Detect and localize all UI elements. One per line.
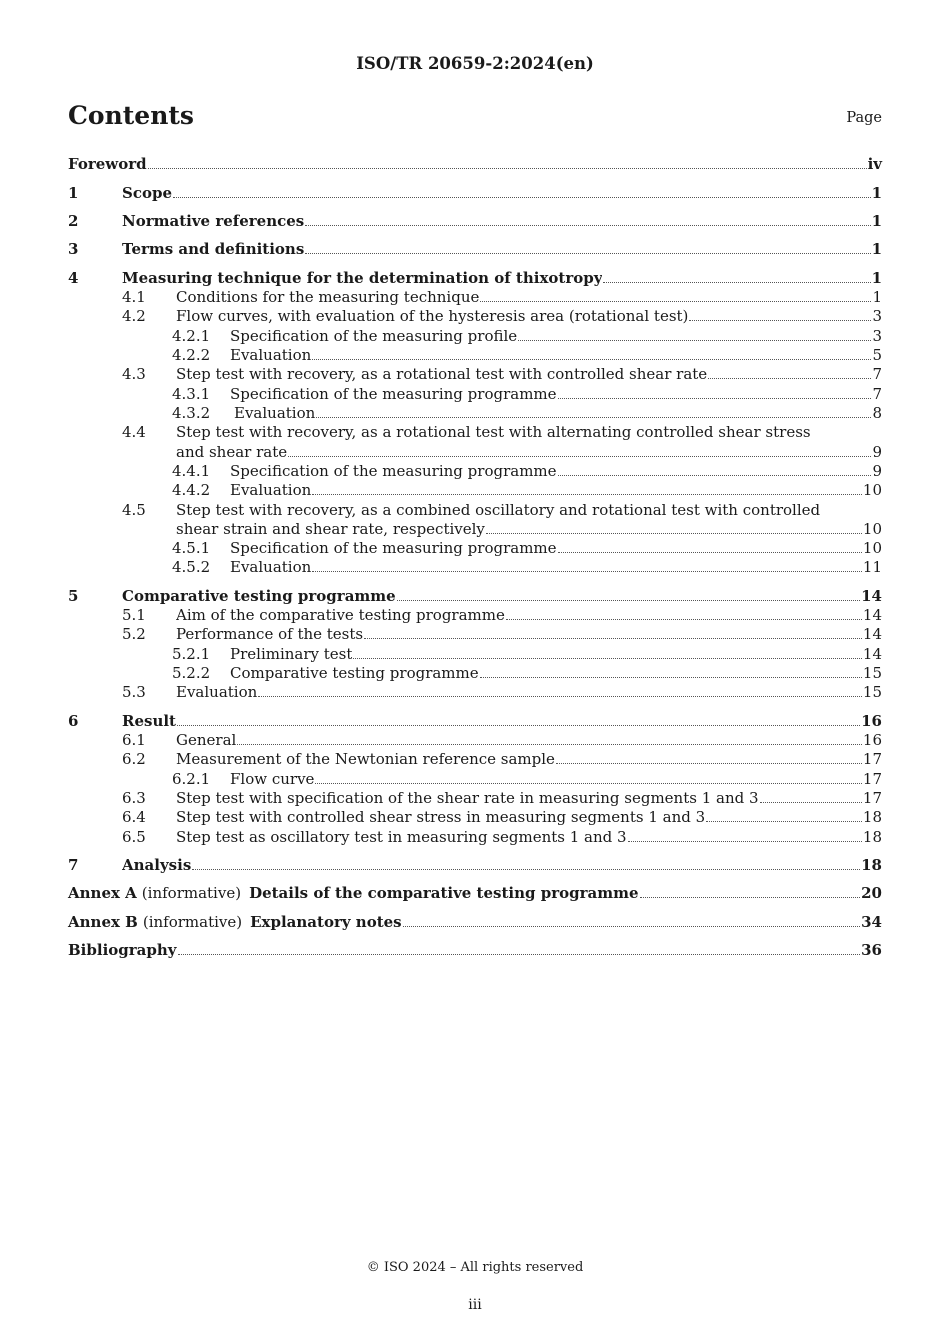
dot-leader (316, 416, 871, 418)
toc-title: Specification of the measuring programme (230, 462, 557, 480)
toc-entry-2[interactable] (68, 212, 882, 231)
toc-number: 4.3 (122, 365, 146, 383)
toc-page: 14 (862, 645, 882, 663)
toc-entry-5-3[interactable] (122, 683, 882, 702)
toc-page: 18 (861, 856, 882, 874)
toc-title: Foreword (68, 155, 147, 173)
toc-entry-1[interactable] (68, 184, 882, 203)
toc-page: 15 (862, 664, 882, 682)
toc-page: 16 (861, 712, 882, 730)
toc-page: 9 (872, 443, 882, 461)
toc-entry-7[interactable] (68, 856, 882, 875)
toc-title: Measuring technique for the determination of thixotropy (122, 269, 603, 287)
toc-title: Aim of the comparative testing programme (176, 606, 505, 624)
toc-page: 15 (862, 683, 882, 701)
toc-page: 17 (862, 789, 882, 807)
dot-leader (177, 724, 860, 726)
toc-title: General (176, 731, 237, 749)
dot-leader (258, 695, 862, 697)
dot-leader (760, 801, 862, 803)
toc-title: Details of the comparative testing programme (249, 884, 639, 902)
dot-leader (192, 868, 860, 870)
dot-leader (603, 281, 870, 283)
toc-number: 2 (68, 212, 79, 230)
dot-leader (353, 657, 862, 659)
toc-page: 18 (862, 808, 882, 826)
toc-page: 1 (872, 288, 882, 306)
toc-page: 3 (872, 327, 882, 345)
dot-leader (148, 167, 867, 169)
toc-number: 6.1 (122, 731, 146, 749)
contents-heading: Contents (68, 101, 195, 130)
toc-page: 17 (862, 770, 882, 788)
toc-page: 34 (861, 913, 882, 931)
toc-title: Step test as oscillatory test in measuring segments 1 and 3 (176, 828, 627, 846)
annex-kind: (informative) (141, 884, 242, 902)
toc-entry-annex-b[interactable] (68, 913, 882, 932)
toc-number: 5.2 (122, 625, 146, 643)
toc-title: Evaluation (234, 404, 316, 422)
toc-title: Conditions for the measuring technique (176, 288, 480, 306)
dot-leader (486, 532, 862, 534)
toc-number: 5.1 (122, 606, 146, 624)
toc-title: Evaluation (230, 558, 312, 576)
toc-number: 5 (68, 587, 79, 605)
toc-page: 1 (871, 212, 882, 230)
toc-title: Step test with recovery, as a rotational test with alternating controlled shear stress (176, 423, 811, 441)
dot-leader (480, 676, 862, 678)
toc-page: 11 (862, 558, 882, 576)
toc-entry-4-5-continued[interactable] (176, 520, 882, 539)
toc-entry-4-3-1[interactable] (172, 385, 882, 404)
toc-title: Flow curves, with evaluation of the hysteresis area (rotational test) (176, 307, 689, 325)
toc-entry-6-2[interactable] (122, 750, 882, 769)
toc-number: 7 (68, 856, 79, 874)
dot-leader (689, 319, 871, 321)
toc-number: 4.2.1 (172, 327, 211, 345)
toc-number: 4.5 (122, 501, 146, 519)
toc-number: 6.2.1 (172, 770, 211, 788)
page-number: iii (468, 1297, 482, 1313)
dot-leader (178, 953, 861, 955)
toc-title: Explanatory notes (250, 913, 402, 931)
toc-number: 6.3 (122, 789, 146, 807)
toc-entry-5-2[interactable] (122, 625, 882, 644)
toc-entry-6[interactable] (68, 712, 882, 731)
toc-title: Step test with controlled shear stress in measuring segments 1 and 3 (176, 808, 706, 826)
toc-title: Specification of the measuring programme (230, 385, 557, 403)
toc-page: 1 (871, 240, 882, 258)
toc-title: Comparative testing programme (230, 664, 479, 682)
toc-title: Specification of the measuring profile (230, 327, 518, 345)
toc-number: 4.4.1 (172, 462, 211, 480)
toc-title: Performance of the tests (176, 625, 364, 643)
toc-title: Preliminary test (230, 645, 353, 663)
toc-entry-4-3-2[interactable] (172, 404, 882, 423)
toc-title: Analysis (122, 856, 192, 874)
dot-leader (558, 397, 872, 399)
toc-page: 17 (862, 750, 882, 768)
toc-page: 3 (872, 307, 882, 325)
toc-title: Step test with specification of the shear rate in measuring segments 1 and 3 (176, 789, 759, 807)
dot-leader (708, 377, 871, 379)
dot-leader (312, 570, 862, 572)
dot-leader (558, 474, 872, 476)
dot-leader (403, 925, 861, 927)
toc-title: and shear rate (176, 443, 288, 461)
dot-leader (315, 782, 861, 784)
toc-number: 4.2.2 (172, 346, 211, 364)
toc-page: 10 (862, 539, 882, 557)
toc-number: 4.4 (122, 423, 146, 441)
dot-leader (480, 300, 871, 302)
dot-leader (305, 224, 870, 226)
toc-entry-4-4-2[interactable] (172, 481, 882, 500)
toc-number: 5.2.1 (172, 645, 211, 663)
dot-leader (556, 762, 862, 764)
toc-entry-4-2[interactable] (122, 307, 882, 326)
toc-page: 5 (872, 346, 882, 364)
toc-title: Evaluation (230, 346, 312, 364)
toc-page: 14 (861, 587, 882, 605)
toc-number: 1 (68, 184, 79, 202)
toc-number: 6.2 (122, 750, 146, 768)
document-id: ISO/TR 20659-2:2024(en) (356, 54, 594, 73)
toc-entry-6-2-1[interactable] (172, 770, 882, 789)
dot-leader (628, 840, 862, 842)
dot-leader (312, 493, 862, 495)
toc-number: 4.3.1 (172, 385, 211, 403)
toc-entry-6-1[interactable] (122, 731, 882, 750)
toc-title: shear strain and shear rate, respectively (176, 520, 485, 538)
toc-page: 7 (872, 365, 882, 383)
toc-entry-bibliography[interactable] (68, 941, 882, 960)
toc-number: 5.3 (122, 683, 146, 701)
toc-title: Terms and definitions (122, 240, 305, 258)
toc-page: 7 (872, 385, 882, 403)
toc-number: 4.5.1 (172, 539, 211, 557)
toc-entry-4-2-2[interactable] (172, 346, 882, 365)
toc-title: Comparative testing programme (122, 587, 396, 605)
page-column-label: Page (846, 110, 882, 126)
dot-leader (506, 618, 862, 620)
toc-entry-4-5[interactable] (122, 501, 882, 520)
toc-entry-annex-a[interactable] (68, 884, 882, 903)
toc-number: 3 (68, 240, 79, 258)
toc-entry-4-1[interactable] (122, 288, 882, 307)
dot-leader (518, 339, 871, 341)
toc-page: 10 (862, 520, 882, 538)
toc-title: Bibliography (68, 941, 177, 959)
toc-entry-5-2-2[interactable] (172, 664, 882, 683)
toc-entry-4-5-2[interactable] (172, 558, 882, 577)
toc-title: Flow curve (230, 770, 315, 788)
toc-page: 10 (862, 481, 882, 499)
toc-page: iv (867, 155, 882, 173)
dot-leader (173, 196, 871, 198)
toc-title: Step test with recovery, as a combined oscillatory and rotational test with controlled (176, 501, 821, 519)
toc-entry-4-4-1[interactable] (172, 462, 882, 481)
dot-leader (237, 743, 862, 745)
toc-page: 14 (862, 625, 882, 643)
toc-title: Normative references (122, 212, 305, 230)
dot-leader (305, 252, 870, 254)
toc-title: Result (122, 712, 176, 730)
toc-title: Specification of the measuring programme (230, 539, 557, 557)
toc-entry-6-3[interactable] (122, 789, 882, 808)
toc-entry-foreword[interactable] (68, 155, 882, 174)
dot-leader (364, 637, 862, 639)
toc-title: Evaluation (176, 683, 258, 701)
toc-entry-4-2-1[interactable] (172, 327, 882, 346)
toc-number: 6 (68, 712, 79, 730)
toc-entry-4-3[interactable] (122, 365, 882, 384)
annex-kind: (informative) (142, 913, 243, 931)
toc-entry-6-5[interactable] (122, 828, 882, 847)
toc-entry-5-2-1[interactable] (172, 645, 882, 664)
dot-leader (312, 358, 871, 360)
toc-number: 6.5 (122, 828, 146, 846)
toc-page: 9 (872, 462, 882, 480)
toc-title: Step test with recovery, as a rotational test with controlled shear rate (176, 365, 708, 383)
toc-entry-6-4[interactable] (122, 808, 882, 827)
toc-entry-5-1[interactable] (122, 606, 882, 625)
toc-number: 4.1 (122, 288, 146, 306)
toc-entry-4-5-1[interactable] (172, 539, 882, 558)
toc-page: 8 (872, 404, 882, 422)
toc-number: 4.2 (122, 307, 146, 325)
toc-title: Scope (122, 184, 173, 202)
annex-label: Annex A (68, 884, 137, 902)
toc-page: 1 (871, 184, 882, 202)
toc-entry-4[interactable] (68, 269, 882, 288)
toc-page: 16 (862, 731, 882, 749)
toc-page: 18 (862, 828, 882, 846)
toc-title: Evaluation (230, 481, 312, 499)
toc-number: 5.2.2 (172, 664, 211, 682)
toc-entry-4-4[interactable] (122, 423, 882, 442)
dot-leader (640, 896, 861, 898)
annex-label: Annex B (68, 913, 138, 931)
toc-title: Measurement of the Newtonian reference sample (176, 750, 555, 768)
toc-number: 6.4 (122, 808, 146, 826)
toc-number: 4.5.2 (172, 558, 211, 576)
dot-leader (706, 820, 862, 822)
copyright-notice: © ISO 2024 – All rights reserved (366, 1260, 584, 1275)
dot-leader (397, 599, 860, 601)
toc-number: 4 (68, 269, 79, 287)
toc-entry-5[interactable] (68, 587, 882, 606)
toc-entry-4-4-continued[interactable] (176, 443, 882, 462)
toc-page: 20 (861, 884, 882, 902)
toc-page: 36 (861, 941, 882, 959)
toc-page: 1 (871, 269, 882, 287)
toc-page: 14 (862, 606, 882, 624)
toc-number: 4.4.2 (172, 481, 211, 499)
dot-leader (288, 455, 871, 457)
dot-leader (558, 551, 862, 553)
toc-entry-3[interactable] (68, 240, 882, 259)
toc-number: 4.3.2 (172, 404, 211, 422)
